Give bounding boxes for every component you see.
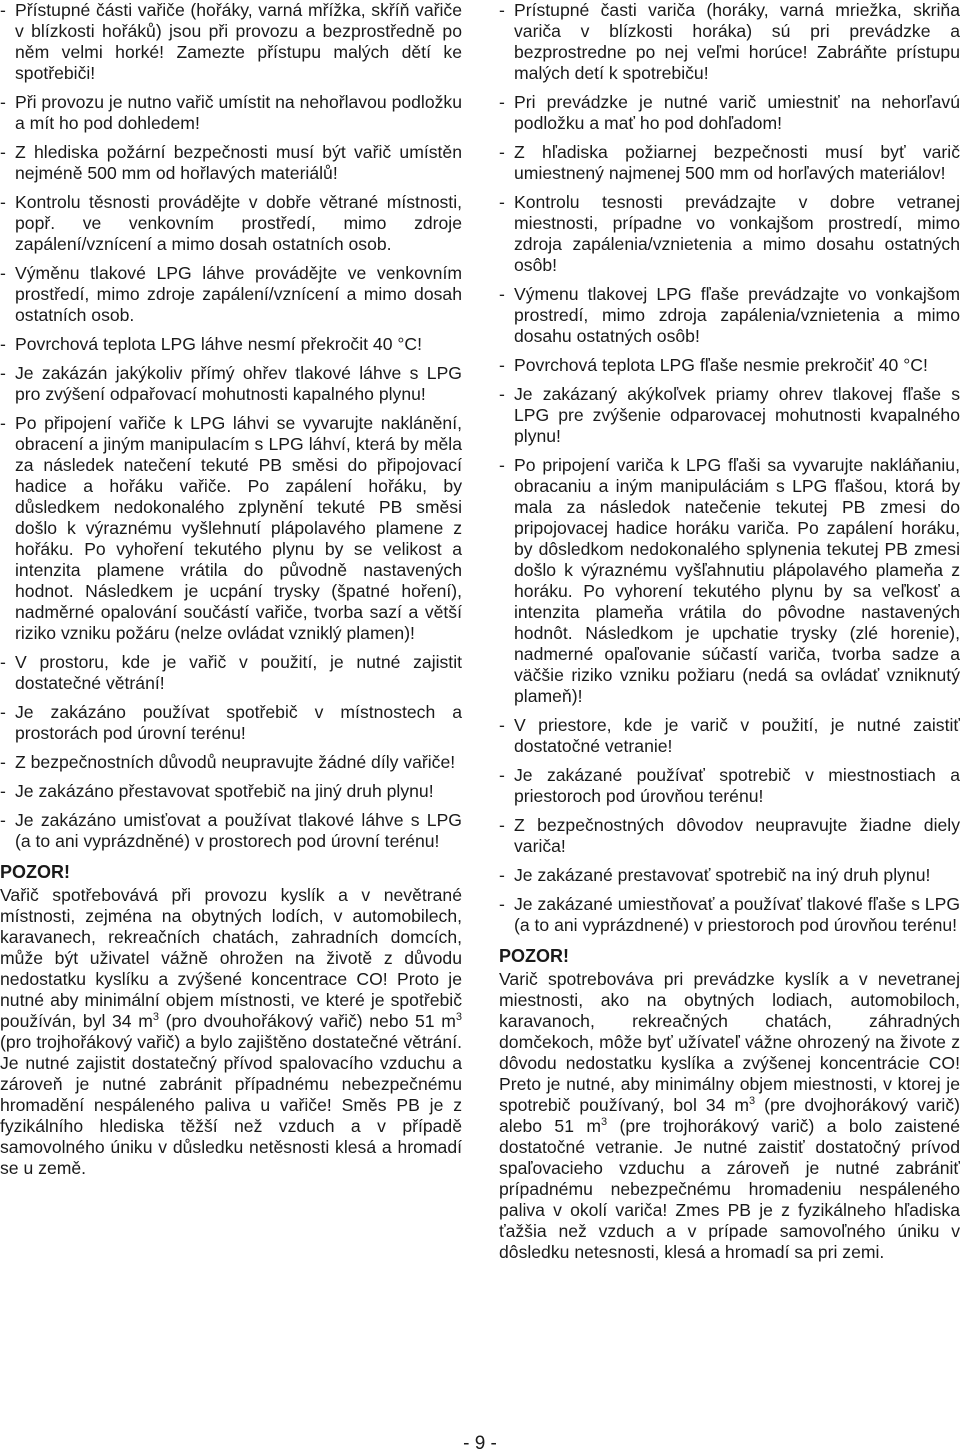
bullet-dash: - bbox=[499, 865, 505, 885]
right-list-item bbox=[499, 142, 960, 184]
bullet-dash: - bbox=[0, 0, 6, 20]
left-list-item bbox=[0, 263, 462, 326]
right-list-item bbox=[499, 765, 960, 807]
left-list-item-text: Výměnu tlakové LPG láhve provádějte ve venkovním prostředí, mimo zdroje zapálení/vznícení a mimo dosah ostatních osob. bbox=[15, 263, 462, 325]
left-list-item bbox=[0, 142, 462, 184]
left-list-item bbox=[0, 781, 462, 802]
bullet-dash: - bbox=[499, 384, 505, 404]
left-list-item bbox=[0, 810, 462, 852]
left-warning-sup-2: 3 bbox=[455, 1011, 462, 1024]
left-list-item bbox=[0, 0, 462, 84]
bullet-dash: - bbox=[0, 810, 6, 830]
left-warning-text-1: Vařič spotřebovává při provozu kyslík a v nevětrané místnosti, zejména na obytných lodích, v automobilech, karavanech, rekreačních chatách, zahradních domcích, může být uživatel vážně ohrožen na životě z důvodu nedostatku kyslíku a zvýšené koncentrace CO! Proto je nutné aby minimální objem místnosti, ve které je spotřebič používán, byl 34 m bbox=[0, 885, 462, 1031]
right-list-item-text: Z bezpečnostných dôvodov neupravujte žiadne diely variča! bbox=[514, 815, 960, 856]
bullet-dash: - bbox=[0, 263, 6, 283]
right-list-item-text: Je zakázané umiestňovať a používať tlakové fľaše s LPG (a to ani vyprázdnené) v priestoroch pod úrovňou terénu! bbox=[514, 894, 960, 935]
left-list-item-text: Povrchová teplota LPG láhve nesmí překročit 40 °C! bbox=[15, 334, 423, 354]
left-list-item bbox=[0, 413, 462, 644]
left-warning-text-3: (pro trojhořákový vařič) a bylo zajištěno dostatečné větrání. Je nutné zajistit dostatečný přívod spalovacího vzduchu a zároveň je nutné zabránit případnému nebezpečnému hromadění nespáleného paliva u vařiče! Směs PB je z fyzikálního hlediska těžší než vzduch a v případě samovolného úniku v důsledku netěsnosti klesá a hromadí se u země. bbox=[0, 1032, 462, 1178]
bullet-dash: - bbox=[0, 334, 6, 354]
left-column-czech bbox=[0, 0, 462, 1179]
left-list-item-text: Je zakázán jakýkoliv přímý ohřev tlakové láhve s LPG pro zvýšení odpařovací mohutnosti kapalného plynu! bbox=[15, 363, 462, 404]
right-warning-text-1: Varič spotrebováva pri prevádzke kyslík a v nevetranej miestnosti, ako na obytných lodiach, automobiloch, karavanoch, rekreačných chatách, záhradných domčekoch, môže byť užívateľ vážne ohrozený na živote z dôvodu nedostatku kyslíka a zvýšenej koncentrácie CO! Preto je nutné, aby minimálny objem miestnosti, v ktorej je spotrebič používaný, bol 34 m bbox=[499, 969, 960, 1115]
left-list-item-text: Po připojení vařiče k LPG láhvi se vyvarujte naklánění, obracení a jiným manipulacím s LPG láhví, která by měla za následek natečení tekuté PB směsi do připojovací hadice a hořáku vařiče. Po zapálení hořáku, by důsledkem nedokonalého zplynění tekuté PB směsi došlo k výraznému vyšlehnutí plápolavého plamene z hořáku. Po vyhoření tekutého plynu by se velikost a intenzita plamene vrátila do původně nastavených hodnot. Následkem je ucpání trysky (špatné hoření), nadměrné opalování součástí vařiče, tvorba sazí a větší riziko vzniku požáru (nelze ovládat vzniklý plamen)! bbox=[15, 413, 462, 643]
left-safety-list bbox=[0, 0, 462, 852]
left-list-item-text: Z bezpečnostních důvodů neupravujte žádné díly vařiče! bbox=[15, 752, 456, 772]
right-list-item-text: Je zakázané používať spotrebič v miestnostiach a priestoroch pod úrovňou terénu! bbox=[514, 765, 960, 806]
left-warning-paragraph bbox=[0, 885, 462, 1179]
left-list-item bbox=[0, 334, 462, 355]
right-list-item bbox=[499, 284, 960, 347]
right-list-item-text: Prístupné časti variča (horáky, varná mriežka, skriňa variča v blízkosti horáka) sú pri prevádzke a bezprostredne po nej veľmi horúce! Zabráňte prístupu malých detí k spotrebiču! bbox=[514, 0, 960, 83]
right-warning-text-3: (pre trojhorákový varič) a bolo zaistené dostatočné vetranie. Je nutné zaistiť dostatočný prívod spaľovacieho vzduchu a zároveň je nutné zabrániť prípadnému nebezpečnému hromadeniu nespáleného paliva v okolí variča! Zmes PB je z fyzikálneho hľadiska ťažšia než vzduch a v prípade samovoľného úniku v dôsledku netesnosti, klesá a hromadí sa pri zemi. bbox=[499, 1116, 960, 1262]
left-list-item bbox=[0, 652, 462, 694]
bullet-dash: - bbox=[499, 765, 505, 785]
bullet-dash: - bbox=[499, 455, 505, 475]
left-warning-text-2: (pro dvouhořákový vařič) nebo 51 m bbox=[158, 1011, 456, 1031]
left-warning-title: POZOR! bbox=[0, 862, 70, 882]
right-column-slovak bbox=[499, 0, 960, 1263]
bullet-dash: - bbox=[499, 142, 505, 162]
right-warning-sup-1: 3 bbox=[749, 1095, 756, 1108]
bullet-dash: - bbox=[0, 752, 6, 772]
bullet-dash: - bbox=[0, 781, 6, 801]
left-list-item-text: Je zakázáno umisťovat a používat tlakové láhve s LPG (a to ani vyprázdněné) v prostorech pod úrovní terénu! bbox=[15, 810, 462, 851]
right-list-item bbox=[499, 894, 960, 936]
left-list-item-text: Je zakázáno přestavovat spotřebič na jiný druh plynu! bbox=[15, 781, 434, 801]
right-list-item bbox=[499, 355, 960, 376]
bullet-dash: - bbox=[0, 92, 6, 112]
right-warning-paragraph bbox=[499, 969, 960, 1263]
right-warning-sup-2: 3 bbox=[601, 1116, 608, 1129]
bullet-dash: - bbox=[0, 652, 6, 672]
right-list-item bbox=[499, 865, 960, 886]
right-list-item-text: V priestore, kde je varič v použití, je nutné zaistiť dostatočné vetranie! bbox=[514, 715, 960, 756]
right-safety-list bbox=[499, 0, 960, 936]
right-list-item-text: Kontrolu tesnosti prevádzajte v dobre vetranej miestnosti, prípadne vo vonkajšom prostredí, mimo zdroja zapálenia/vznietenia a mimo dosahu ostatných osôb! bbox=[514, 192, 960, 275]
left-list-item bbox=[0, 192, 462, 255]
right-list-item bbox=[499, 92, 960, 134]
right-list-item-text: Pri prevádzke je nutné varič umiestniť na nehorľavú podložku a mať ho pod dohľadom! bbox=[514, 92, 960, 133]
left-list-item bbox=[0, 752, 462, 773]
left-warning-sup-1: 3 bbox=[152, 1011, 159, 1024]
right-warning-text-2: (pre dvojhorákový varič) alebo 51 m bbox=[499, 1095, 960, 1136]
bullet-dash: - bbox=[0, 702, 6, 722]
bullet-dash: - bbox=[499, 0, 505, 20]
bullet-dash: - bbox=[0, 192, 6, 212]
left-list-item-text: Z hlediska požární bezpečnosti musí být vařič umístěn nejméně 500 mm od hořlavých materiálů! bbox=[15, 142, 462, 183]
right-list-item-text: Z hľadiska požiarnej bezpečnosti musí byť varič umiestnený najmenej 500 mm od horľavých materiálov! bbox=[514, 142, 960, 183]
bullet-dash: - bbox=[0, 363, 6, 383]
right-list-item bbox=[499, 455, 960, 707]
left-list-item-text: Kontrolu těsnosti provádějte v dobře větrané místnosti, popř. ve venkovním prostředí, mimo zdroje zapálení/vznícení a mimo dosah ostatních osob. bbox=[15, 192, 462, 254]
right-list-item-text: Povrchová teplota LPG fľaše nesmie prekročiť 40 °C! bbox=[514, 355, 928, 375]
right-list-item bbox=[499, 715, 960, 757]
left-list-item bbox=[0, 92, 462, 134]
right-list-item-text: Výmenu tlakovej LPG fľaše prevádzajte vo vonkajšom prostredí, mimo zdroja zapálenia/vznietenia a mimo dosahu ostatných osôb! bbox=[514, 284, 960, 346]
bullet-dash: - bbox=[499, 894, 505, 914]
left-list-item-text: Přístupné části vařiče (hořáky, varná mřížka, skříň vařiče v blízkosti hořáků) jsou při provozu a bezprostředně po něm velmi horké! Zamezte přístupu malých dětí ke spotřebiči! bbox=[15, 0, 462, 83]
left-list-item bbox=[0, 363, 462, 405]
page-number: - 9 - bbox=[463, 1433, 497, 1454]
bullet-dash: - bbox=[499, 355, 505, 375]
bullet-dash: - bbox=[499, 284, 505, 304]
right-warning-title: POZOR! bbox=[499, 946, 569, 966]
right-list-item bbox=[499, 384, 960, 447]
right-list-item bbox=[499, 0, 960, 84]
left-list-item-text: Je zakázáno používat spotřebič v místnostech a prostorách pod úrovní terénu! bbox=[15, 702, 462, 743]
bullet-dash: - bbox=[499, 815, 505, 835]
right-list-item bbox=[499, 192, 960, 276]
left-list-item-text: Při provozu je nutno vařič umístit na nehořlavou podložku a mít ho pod dohledem! bbox=[15, 92, 462, 133]
bullet-dash: - bbox=[0, 413, 6, 433]
right-list-item-text: Je zakázané prestavovať spotrebič na iný druh plynu! bbox=[514, 865, 931, 885]
left-list-item bbox=[0, 702, 462, 744]
left-list-item-text: V prostoru, kde je vařič v použití, je nutné zajistit dostatečné větrání! bbox=[15, 652, 462, 693]
bullet-dash: - bbox=[499, 192, 505, 212]
bullet-dash: - bbox=[499, 92, 505, 112]
bullet-dash: - bbox=[0, 142, 6, 162]
right-list-item-text: Po pripojení variča k LPG fľaši sa vyvarujte nakláňaniu, obracaniu a iným manipuláciám s LPG fľašou, ktorá by mala za následok natečenie tekutej PB zmesi do pripojovacej hadice horáku variča. Po zapálení horáku, by dôsledkom nedokonalého splynenia tekutej PB zmesi došlo k výraznému vyšľahnutiu plápolavého plameňa z horáku. Po vyhorení tekutého plynu by sa veľkosť a intenzita plameňa vrátila do pôvodne nastavených hodnôt. Následkom je upchatie trysky (zlé horenie), nadmerné opaľovanie súčastí variča, tvorba sadze a väčšie riziko vzniku požiaru (nedá sa ovládať vzniknutý plameň)! bbox=[514, 455, 960, 706]
right-list-item bbox=[499, 815, 960, 857]
bullet-dash: - bbox=[499, 715, 505, 735]
right-list-item-text: Je zakázaný akýkoľvek priamy ohrev tlakovej fľaše s LPG pre zvýšenie odparovacej mohutnosti kvapalného plynu! bbox=[514, 384, 960, 446]
